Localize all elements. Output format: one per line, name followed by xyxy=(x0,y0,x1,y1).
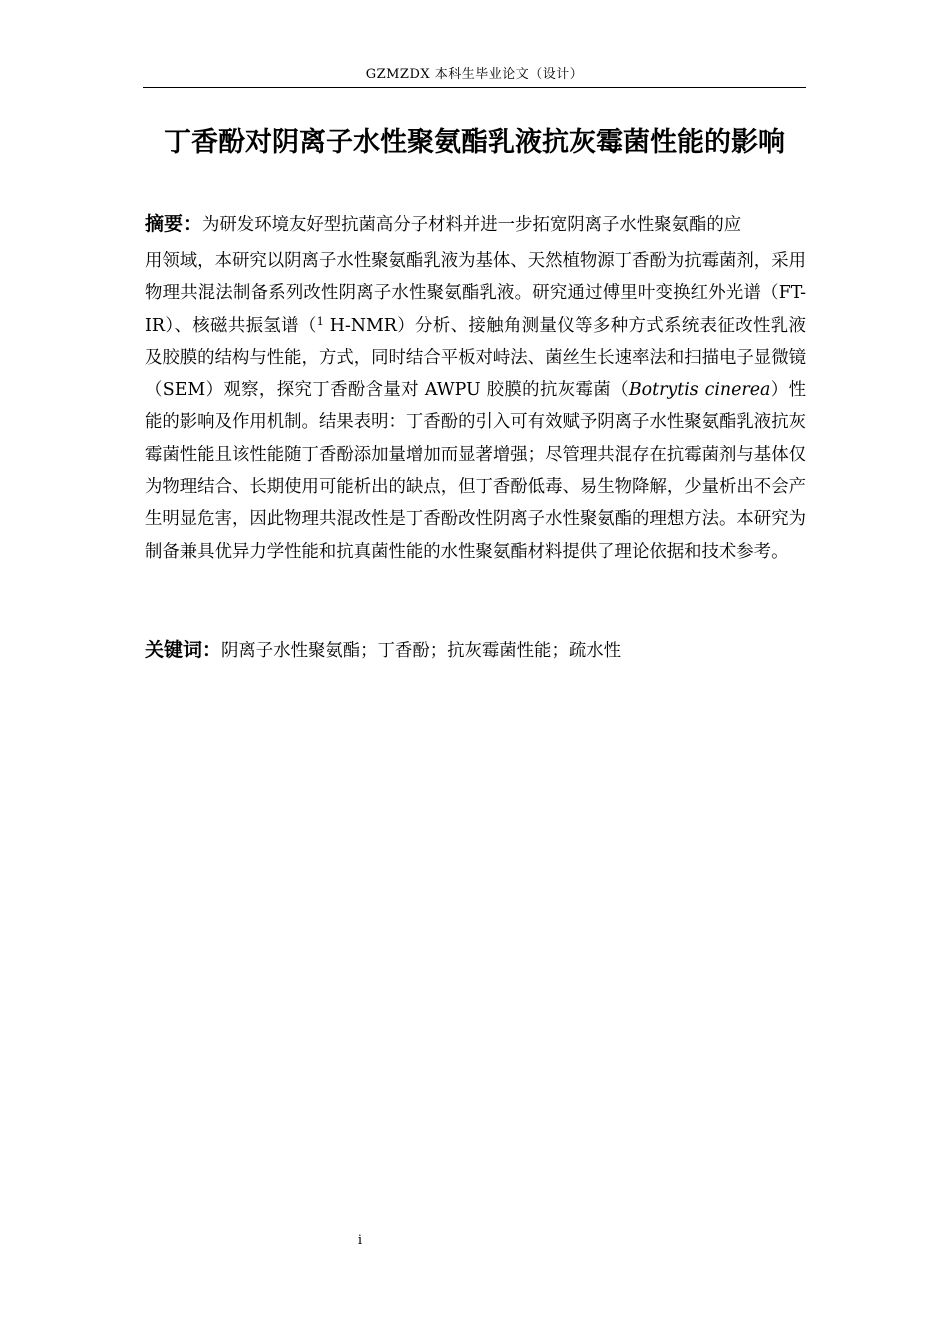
header-rule xyxy=(143,87,806,88)
nmr-superscript: 1 xyxy=(316,314,324,328)
abstract-first-line xyxy=(145,207,806,243)
abstract-text-part-1: 用领域，本研究以阴离子水性聚氨酯乳液为基体、天然植物源丁香酚为抗霉菌剂，采用物理共混法制备系列改性阴离子水性聚氨酯乳液。研究通过傅里叶变换红外光谱（FT-IR）、核磁共振氢谱（ xyxy=(145,251,806,336)
keywords-label: 关键词： xyxy=(145,639,222,661)
paper-title: 丁香酚对阴离子水性聚氨酯乳液抗灰霉菌性能的影响 xyxy=(164,127,785,158)
running-header: GZMZDX 本科生毕业论文（设计） xyxy=(365,67,584,82)
abstract-paragraph xyxy=(145,207,806,568)
page-number: i xyxy=(357,1233,363,1248)
abstract-text-part-3: ）性能的影响及作用机制。结果表明：丁香酚的引入可有效赋予阴离子水性聚氨酯乳液抗灰霉菌性能且该性能随丁香酚添加量增加而显著增强；尽管理共混存在抗霉菌剂与基体仅为物理结合、长期使用可能析出的缺点，但丁香酚低毒、易生物降解，少量析出不会产生明显危害，因此物理共混改性是丁香酚改性阴离子水性聚氨酯的理想方法。本研究为制备兼具优异力学性能和抗真菌性能的水性聚氨酯材料提供了理论依据和技术参考。 xyxy=(145,380,806,562)
species-name: Botrytis cinerea xyxy=(628,380,771,401)
abstract-text-start: 为研发环境友好型抗菌高分子材料并进一步拓宽阴离子水性聚氨酯的应 xyxy=(202,215,742,235)
abstract-label: 摘要： xyxy=(145,213,203,235)
keywords-paragraph xyxy=(145,634,806,667)
keywords-text: 阴离子水性聚氨酯；丁香酚；抗灰霉菌性能；疏水性 xyxy=(221,641,622,661)
abstract-text-part-2: H-NMR）分析、接触角测量仪等多种方式系统表征改性乳液及胶膜的结构与性能，方式，同时结合平板对峙法、菌丝生长速率法和扫描电子显微镜（SEM）观察，探究丁香酚含量对 AWPU 胶膜的抗灰霉菌（ xyxy=(145,315,806,401)
